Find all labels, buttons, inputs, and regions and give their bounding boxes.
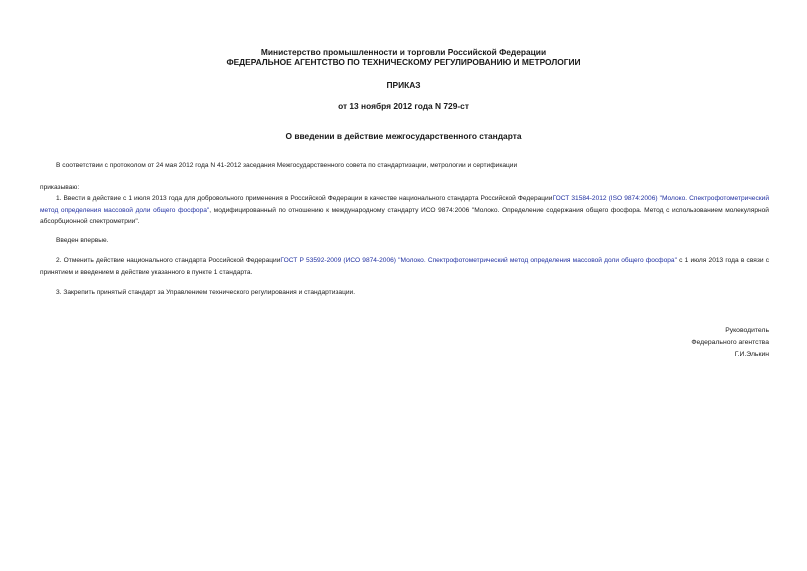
gost-r-53592-link[interactable]: ГОСТ Р 53592-2009 (ИСО 9874-2006) "Молоко. Спектрофотометрический метод определения массовой доли общего фосфора" [280, 257, 677, 264]
preamble-paragraph: В соответствии с протоколом от 24 мая 2012 года N 41-2012 заседания Межгосударственного совета по стандартизации, метрологии и сертификации [56, 162, 518, 169]
document-type: ПРИКАЗ [386, 80, 421, 90]
introduced-first-note: Введен впервые. [56, 237, 109, 244]
item-2-text: 2. Отменить действие национального стандарта Российской Федерации [56, 257, 281, 264]
document-subject: О введении в действие межгосударственного стандарта [285, 131, 522, 141]
document-date-number: от 13 ноября 2012 года N 729-ст [338, 101, 469, 111]
item-3-paragraph: 3. Закрепить принятый стандарт за Управлением технического регулирования и стандартизации. [56, 289, 356, 296]
ministry-title: Министерство промышленности и торговли Российской Федерации [260, 47, 547, 57]
item-1-paragraph [40, 193, 769, 228]
item-1-text-after: , модифицированный по отношению к международному стандарту ИСО 9874:2006 "Молоко. Определение содержания общего фосфора. Метод с использованием молекулярной абсорбционной спектрометрии". [40, 206, 769, 225]
signature-name: Г.И.Элькин [734, 351, 769, 358]
item-2-paragraph [40, 255, 769, 278]
item-1-text: 1. Ввести в действие с 1 июля 2013 года для добровольного применения в Российской Федерации в качестве национального стандарта Российской Федерации [56, 195, 553, 202]
order-word: приказываю: [40, 184, 80, 191]
item-2-text-after: с 1 июля 2013 года в связи с принятием и введением в действие указанного в пункте 1 стандарта. [40, 257, 769, 276]
signature-agency: Федерального агентства [691, 339, 769, 346]
agency-title: ФЕДЕРАЛЬНОЕ АГЕНТСТВО ПО ТЕХНИЧЕСКОМУ РЕГУЛИРОВАНИЮ И МЕТРОЛОГИИ [226, 57, 581, 67]
gost-31584-link[interactable]: ГОСТ 31584-2012 (ISO 9874:2006) "Молоко. Спектрофотометрический метод определения массовой доли общего фосфора" [40, 195, 770, 214]
signature-position: Руководитель [725, 327, 769, 334]
